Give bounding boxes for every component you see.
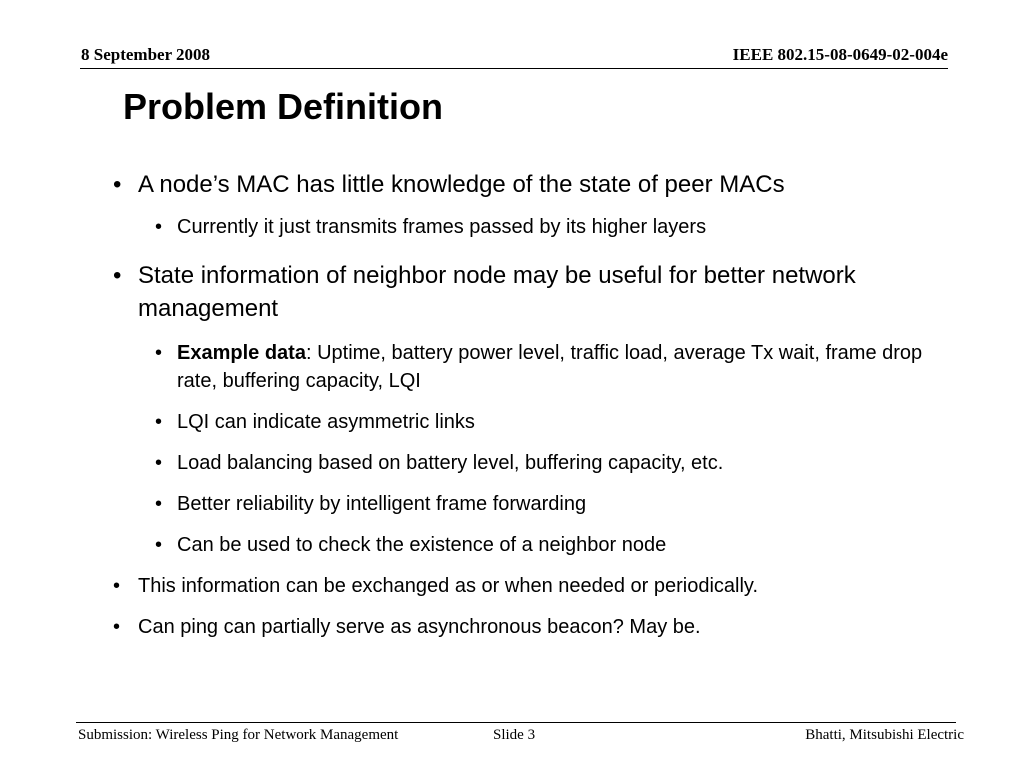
footer-divider: [76, 722, 956, 723]
footer-submission: Submission: Wireless Ping for Network Management: [78, 727, 399, 743]
bullet-transmits-frames: [155, 213, 927, 241]
bullet-text: LQI can indicate asymmetric links: [177, 411, 475, 433]
header-divider: [80, 68, 948, 69]
slide-body: [0, 168, 1024, 641]
bullet-icon: •: [113, 575, 121, 597]
bullet-text: This information can be exchanged as or when needed or periodically.: [138, 575, 758, 597]
footer-author: Bhatti, Mitsubishi Electric: [805, 727, 964, 743]
bullet-icon: •: [113, 616, 121, 638]
bullet-better-reliability: [155, 490, 927, 518]
bullet-bold-lead: Example data: [177, 342, 306, 364]
bullet-lqi-asymmetric: [155, 408, 927, 436]
bullet-text: Better reliability by intelligent frame forwarding: [177, 493, 587, 515]
bullet-icon: •: [113, 171, 122, 198]
bullet-icon: •: [113, 262, 122, 289]
bullet-text: Can be used to check the existence of a neighbor node: [177, 534, 667, 556]
bullet-text: State information of neighbor node may be useful for better network management: [138, 262, 856, 322]
bullet-text: : Uptime, battery power level, traffic load, average Tx wait, frame drop rate, buffering capacity, LQI: [177, 342, 923, 392]
bullet-icon: •: [155, 493, 163, 515]
bullet-icon: •: [155, 452, 163, 474]
footer-slide-number: Slide 3: [493, 727, 536, 743]
header-date: 8 September 2008: [81, 45, 211, 64]
bullet-text: Load balancing based on battery level, buffering capacity, etc.: [177, 452, 724, 474]
bullet-text: Can ping can partially serve as asynchronous beacon? May be.: [138, 616, 701, 638]
header-doc-id: IEEE 802.15-08-0649-02-004e: [732, 45, 948, 64]
bullet-icon: •: [155, 534, 163, 556]
bullet-load-balancing: [155, 449, 927, 477]
bullet-icon: •: [155, 216, 163, 238]
bullet-neighbor-existence: [155, 531, 927, 559]
bullet-peer-mac-knowledge: [113, 168, 898, 201]
bullet-text: Currently it just transmits frames passed by its higher layers: [177, 216, 707, 238]
bullet-icon: •: [155, 411, 163, 433]
bullet-state-information: [113, 259, 898, 325]
bullet-example-data: [155, 339, 927, 395]
bullet-information-exchange: [113, 572, 938, 600]
bullet-text: A node’s MAC has little knowledge of the state of peer MACs: [138, 171, 785, 198]
bullet-asynchronous-beacon: [113, 613, 938, 641]
bullet-icon: •: [155, 342, 163, 364]
slide-title: Problem Definition: [123, 86, 444, 127]
